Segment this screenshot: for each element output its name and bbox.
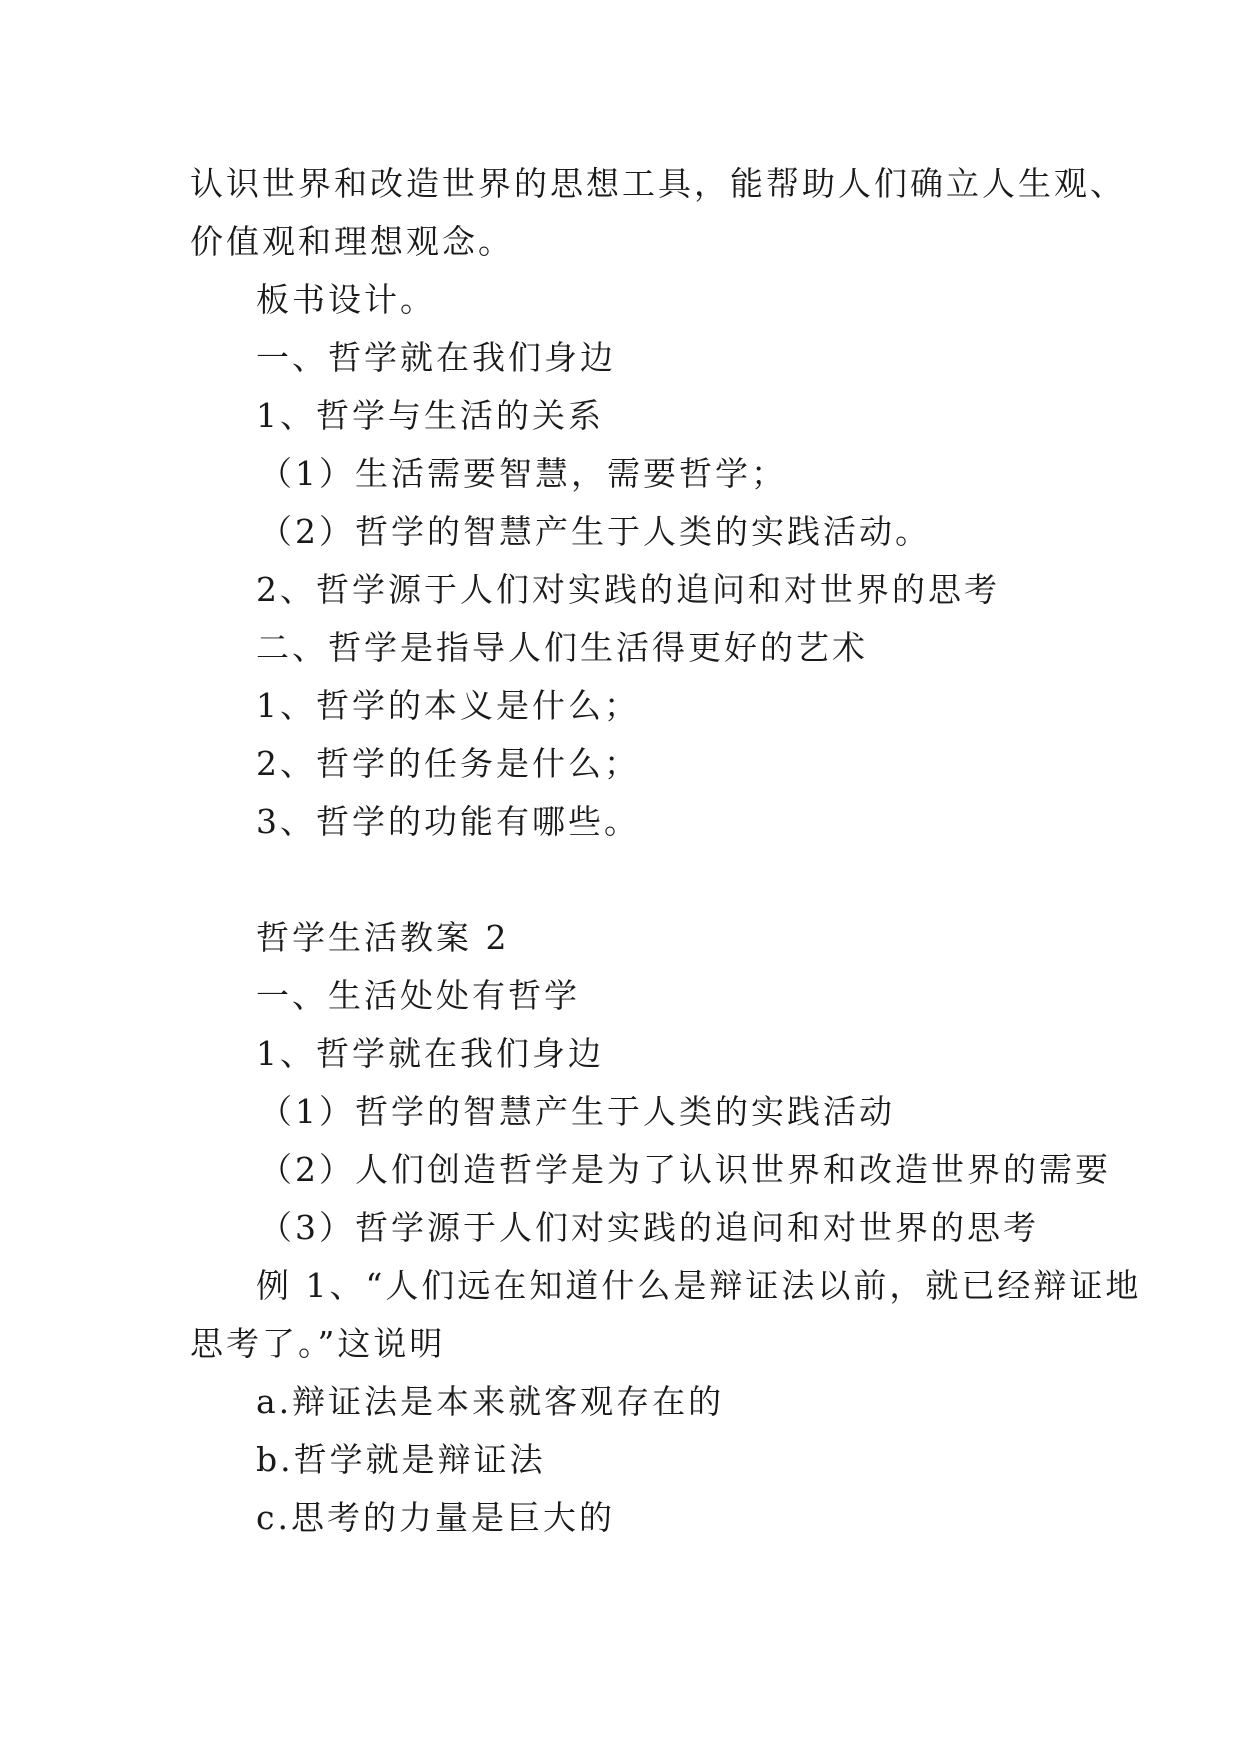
heading-level-1: 二、哲学是指导人们生活得更好的艺术 xyxy=(256,628,868,667)
heading-level-2: 1、哲学与生活的关系 xyxy=(256,396,604,435)
list-item: （3）哲学源于人们对实践的追问和对世界的思考 xyxy=(259,1208,1039,1247)
section-title: 哲学生活教案 2 xyxy=(256,918,510,957)
heading-level-1: 一、生活处处有哲学 xyxy=(256,976,580,1015)
heading-level-2: 2、哲学的任务是什么； xyxy=(256,744,640,783)
option-b: b.哲学就是辩证法 xyxy=(256,1440,546,1479)
example-question: 例 1、“人们远在知道什么是辩证法以前，就已经辩证地 xyxy=(256,1266,1142,1305)
heading-level-2: 1、哲学的本义是什么； xyxy=(256,686,640,725)
list-item: （2）哲学的智慧产生于人类的实践活动。 xyxy=(259,512,931,551)
list-item: （1）生活需要智慧，需要哲学； xyxy=(259,454,787,493)
option-a: a.辩证法是本来就客观存在的 xyxy=(256,1382,725,1421)
section-label: 板书设计。 xyxy=(256,280,436,319)
heading-level-2: 2、哲学源于人们对实践的追问和对世界的思考 xyxy=(256,570,1000,609)
paragraph-line: 认识世界和改造世界的思想工具，能帮助人们确立人生观、 xyxy=(190,164,1126,203)
heading-level-2: 1、哲学就在我们身边 xyxy=(256,1034,604,1073)
list-item: （1）哲学的智慧产生于人类的实践活动 xyxy=(259,1092,895,1131)
option-c: c.思考的力量是巨大的 xyxy=(256,1498,615,1537)
heading-level-1: 一、哲学就在我们身边 xyxy=(256,338,616,377)
list-item: （2）人们创造哲学是为了认识世界和改造世界的需要 xyxy=(259,1150,1111,1189)
paragraph-line: 价值观和理想观念。 xyxy=(190,222,514,261)
example-question-continued: 思考了。”这说明 xyxy=(190,1324,446,1363)
heading-level-2: 3、哲学的功能有哪些。 xyxy=(256,802,640,841)
